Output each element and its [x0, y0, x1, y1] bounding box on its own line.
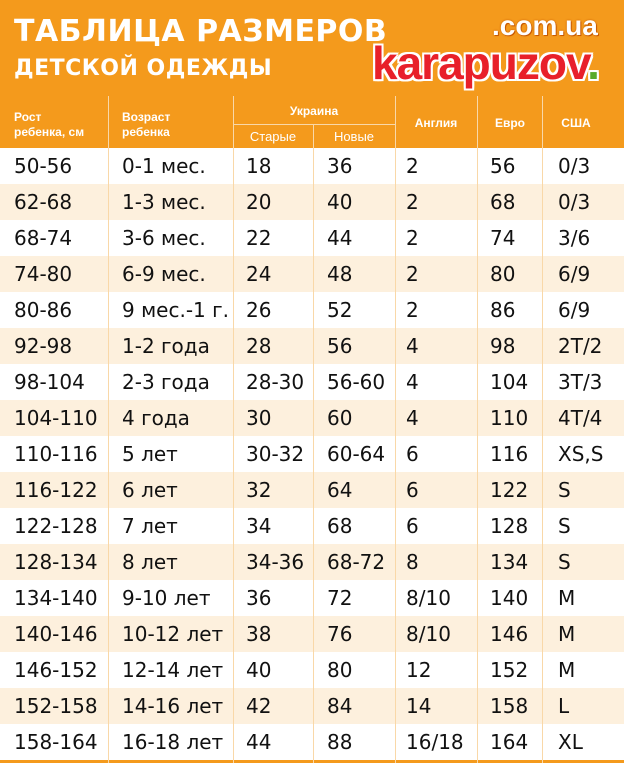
table-row — [0, 256, 624, 292]
cell-ukraine-old: 42 — [246, 694, 272, 718]
cell-height: 80-86 — [14, 298, 73, 322]
cell-ukraine-old: 32 — [246, 478, 272, 502]
cell-age: 4 года — [122, 406, 190, 430]
cell-england: 16/18 — [406, 730, 464, 754]
cell-ukraine-new: 72 — [327, 586, 353, 610]
cell-age: 7 лет — [122, 514, 178, 538]
logo-domain: .com.ua — [492, 10, 598, 41]
cell-ukraine-old: 24 — [246, 262, 272, 286]
cell-england: 2 — [406, 154, 419, 178]
cell-england: 14 — [406, 694, 432, 718]
cell-ukraine-old: 40 — [246, 658, 272, 682]
cell-ukraine-new: 68-72 — [327, 550, 386, 574]
cell-age: 9-10 лет — [122, 586, 211, 610]
cell-euro: 140 — [490, 586, 529, 610]
cell-height: 68-74 — [14, 226, 73, 250]
cell-ukraine-old: 30 — [246, 406, 272, 430]
cell-euro: 56 — [490, 154, 516, 178]
table-row — [0, 400, 624, 436]
cell-height: 140-146 — [14, 622, 98, 646]
table-row — [0, 724, 624, 760]
table-body — [0, 148, 624, 760]
cell-euro: 152 — [490, 658, 529, 682]
cell-height: 50-56 — [14, 154, 73, 178]
table-row — [0, 688, 624, 724]
cell-usa: 6/9 — [558, 262, 591, 286]
cell-height: 152-158 — [14, 694, 98, 718]
col-header-height — [14, 110, 84, 140]
cell-ukraine-new: 60-64 — [327, 442, 386, 466]
table-row — [0, 328, 624, 364]
col-header-age — [122, 110, 170, 140]
table-row — [0, 184, 624, 220]
cell-ukraine-new: 76 — [327, 622, 353, 646]
cell-ukraine-new: 84 — [327, 694, 353, 718]
cell-usa: S — [558, 514, 571, 538]
cell-height: 74-80 — [14, 262, 73, 286]
cell-euro: 80 — [490, 262, 516, 286]
table-row — [0, 580, 624, 616]
cell-euro: 164 — [490, 730, 529, 754]
cell-usa: M — [558, 586, 576, 610]
col-header-england: Англия — [414, 116, 458, 130]
cell-age: 2-3 года — [122, 370, 210, 394]
cell-england: 4 — [406, 406, 419, 430]
cell-england: 4 — [406, 334, 419, 358]
cell-ukraine-new: 48 — [327, 262, 353, 286]
cell-ukraine-new: 80 — [327, 658, 353, 682]
cell-euro: 134 — [490, 550, 529, 574]
cell-usa: 0/3 — [558, 154, 591, 178]
cell-ukraine-old: 34 — [246, 514, 272, 538]
cell-ukraine-new: 52 — [327, 298, 353, 322]
table-row — [0, 220, 624, 256]
cell-height: 128-134 — [14, 550, 98, 574]
cell-age: 1-2 года — [122, 334, 210, 358]
column-divider — [233, 96, 234, 763]
cell-usa: 3T/3 — [558, 370, 603, 394]
cell-height: 158-164 — [14, 730, 98, 754]
cell-age: 8 лет — [122, 550, 178, 574]
column-divider — [108, 96, 109, 763]
cell-ukraine-new: 40 — [327, 190, 353, 214]
cell-usa: 0/3 — [558, 190, 591, 214]
cell-ukraine-old: 38 — [246, 622, 272, 646]
cell-ukraine-old: 36 — [246, 586, 272, 610]
cell-usa: 3/6 — [558, 226, 591, 250]
logo-name-dot: . — [587, 37, 599, 89]
cell-england: 6 — [406, 442, 419, 466]
cell-usa: S — [558, 550, 571, 574]
cell-ukraine-new: 68 — [327, 514, 353, 538]
cell-age: 14-16 лет — [122, 694, 224, 718]
column-divider — [542, 96, 543, 763]
cell-usa: 4T/4 — [558, 406, 603, 430]
cell-age: 12-14 лет — [122, 658, 224, 682]
cell-ukraine-old: 30-32 — [246, 442, 305, 466]
cell-euro: 116 — [490, 442, 529, 466]
cell-height: 92-98 — [14, 334, 73, 358]
cell-age: 1-3 мес. — [122, 190, 206, 214]
cell-usa: M — [558, 622, 576, 646]
column-divider — [313, 124, 314, 763]
col-header-usa: США — [561, 116, 591, 130]
cell-england: 2 — [406, 298, 419, 322]
cell-euro: 122 — [490, 478, 529, 502]
column-divider — [395, 96, 396, 763]
cell-height: 116-122 — [14, 478, 98, 502]
cell-england: 2 — [406, 226, 419, 250]
cell-height: 122-128 — [14, 514, 98, 538]
cell-ukraine-new: 56-60 — [327, 370, 386, 394]
cell-height: 110-116 — [14, 442, 98, 466]
cell-age: 16-18 лет — [122, 730, 224, 754]
cell-england: 12 — [406, 658, 432, 682]
cell-england: 6 — [406, 478, 419, 502]
col-header-height-line2: ребенка, см — [14, 125, 85, 139]
cell-england: 8 — [406, 550, 419, 574]
table-row — [0, 292, 624, 328]
cell-age: 5 лет — [122, 442, 178, 466]
cell-usa: 6/9 — [558, 298, 591, 322]
cell-height: 104-110 — [14, 406, 98, 430]
cell-euro: 158 — [490, 694, 529, 718]
cell-age: 9 мес.-1 г. — [122, 298, 229, 322]
cell-euro: 110 — [490, 406, 529, 430]
col-header-age-line2: ребенка — [122, 125, 170, 139]
cell-ukraine-old: 18 — [246, 154, 272, 178]
cell-euro: 146 — [490, 622, 529, 646]
cell-england: 8/10 — [406, 586, 451, 610]
cell-usa: L — [558, 694, 570, 718]
cell-england: 2 — [406, 262, 419, 286]
cell-england: 2 — [406, 190, 419, 214]
logo-name — [372, 36, 599, 90]
cell-ukraine-new: 56 — [327, 334, 353, 358]
page-title: ТАБЛИЦА РАЗМЕРОВ — [14, 14, 388, 49]
cell-usa: XL — [558, 730, 583, 754]
cell-england: 8/10 — [406, 622, 451, 646]
col-header-ukraine: Украина — [289, 104, 339, 118]
logo-name-main: karapuzov — [372, 37, 588, 89]
cell-ukraine-old: 20 — [246, 190, 272, 214]
cell-usa: 2T/2 — [558, 334, 603, 358]
brand-logo[interactable] — [372, 8, 612, 92]
cell-height: 146-152 — [14, 658, 98, 682]
cell-height: 98-104 — [14, 370, 85, 394]
cell-age: 6 лет — [122, 478, 178, 502]
table-row — [0, 616, 624, 652]
cell-height: 134-140 — [14, 586, 98, 610]
cell-england: 6 — [406, 514, 419, 538]
cell-age: 0-1 мес. — [122, 154, 206, 178]
cell-ukraine-new: 64 — [327, 478, 353, 502]
cell-ukraine-old: 26 — [246, 298, 272, 322]
ukraine-divider — [233, 124, 395, 125]
page-subtitle: ДЕТСКОЙ ОДЕЖДЫ — [14, 56, 273, 81]
cell-ukraine-new: 88 — [327, 730, 353, 754]
cell-ukraine-old: 44 — [246, 730, 272, 754]
cell-height: 62-68 — [14, 190, 73, 214]
col-header-ukraine-new: Новые — [333, 129, 375, 144]
cell-england: 4 — [406, 370, 419, 394]
table-row — [0, 436, 624, 472]
table-row — [0, 364, 624, 400]
cell-usa: M — [558, 658, 576, 682]
cell-ukraine-new: 44 — [327, 226, 353, 250]
table-row — [0, 508, 624, 544]
cell-euro: 104 — [490, 370, 529, 394]
header — [0, 0, 624, 96]
cell-age: 10-12 лет — [122, 622, 224, 646]
col-header-ukraine-old: Старые — [249, 129, 297, 144]
column-divider — [477, 96, 478, 763]
cell-ukraine-new: 60 — [327, 406, 353, 430]
cell-ukraine-old: 28 — [246, 334, 272, 358]
table-row — [0, 472, 624, 508]
col-header-age-line1: Возраст — [122, 110, 171, 124]
table-row — [0, 544, 624, 580]
col-header-euro: Евро — [494, 116, 526, 130]
cell-euro: 128 — [490, 514, 529, 538]
cell-euro: 86 — [490, 298, 516, 322]
cell-usa: S — [558, 478, 571, 502]
table-row — [0, 148, 624, 184]
cell-age: 3-6 мес. — [122, 226, 206, 250]
cell-euro: 74 — [490, 226, 516, 250]
table-row — [0, 652, 624, 688]
cell-age: 6-9 мес. — [122, 262, 206, 286]
cell-euro: 68 — [490, 190, 516, 214]
cell-usa: XS,S — [558, 442, 604, 466]
cell-ukraine-old: 34-36 — [246, 550, 305, 574]
cell-ukraine-old: 28-30 — [246, 370, 305, 394]
cell-ukraine-new: 36 — [327, 154, 353, 178]
cell-ukraine-old: 22 — [246, 226, 272, 250]
cell-euro: 98 — [490, 334, 516, 358]
col-header-height-line1: Рост — [14, 110, 42, 124]
